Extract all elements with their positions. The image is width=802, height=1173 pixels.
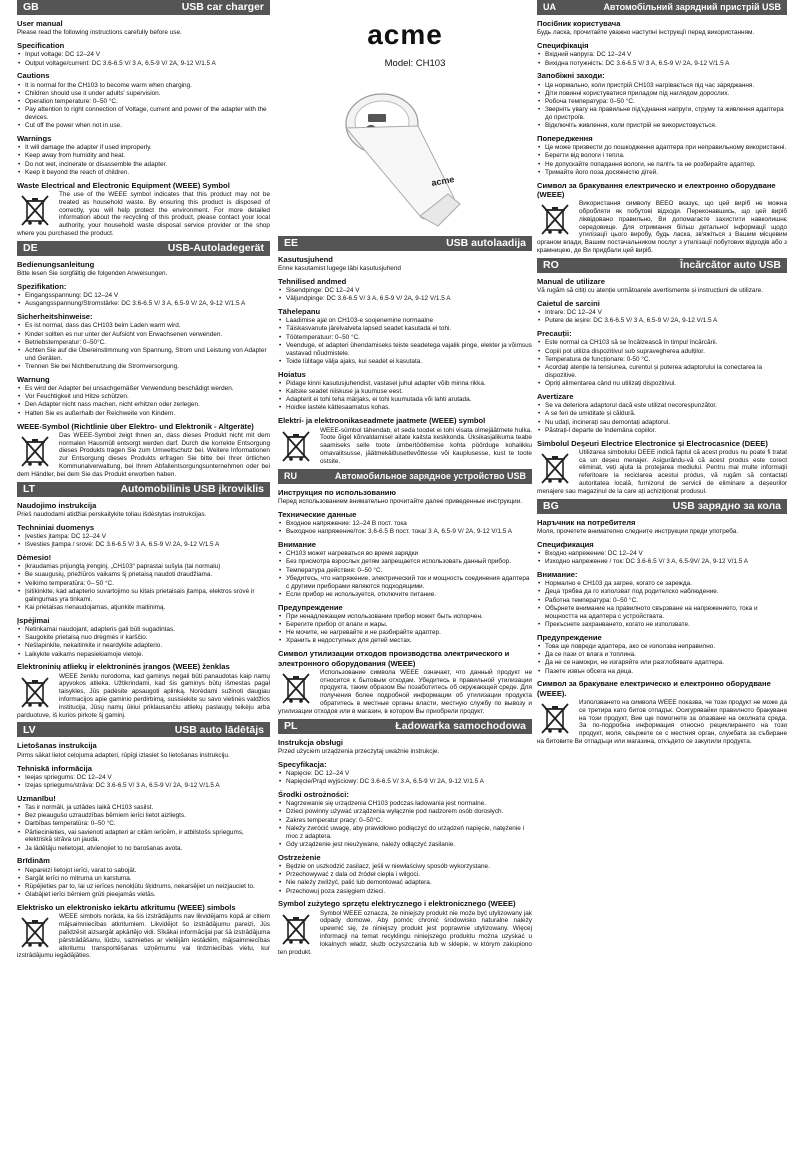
weee-bin-icon: [19, 434, 51, 468]
list-item: • Това ще повреди адаптера, ако се използва неправилно.: [537, 643, 787, 651]
list-item: • Sisendpinge: DC 12–24 V: [278, 287, 532, 295]
attention-list: [17, 563, 270, 611]
list-item: • Töötemperatuur: 0–50 °C.: [278, 334, 532, 342]
lang-code: LT: [23, 482, 36, 495]
weee-heading: Символ за бракуване електрическо и електронно оборудване (WEEE).: [537, 679, 771, 698]
attention-list: [278, 800, 532, 848]
spec-list: [537, 550, 787, 566]
attention-heading: Uzmanību!: [17, 793, 56, 803]
weee-text: The use of the WEEE symbol indicates that this product may not be treated as household waste. By ensuring this product is disposed of correctly, you will help protect the environment. For more detailed information about the recycling of this product, please contact your local authority, your household waste disposal service provider or the shop where you purchased the product.: [17, 190, 270, 237]
list-item: • Należy zwrócić uwagę, aby prawidłowo podłączyć do urządzeń napięcie, natężenie i moc z adaptera.: [278, 825, 532, 841]
list-item: • Täiskasvanute järelvalveta lapsed seadet kasutada ei tohi.: [278, 325, 532, 333]
subtitle: Инструкция по использованию: [278, 487, 396, 497]
list-item: • Trennen Sie bei Nichtbenutzung die Stromversorgung.: [17, 363, 270, 371]
intro: Przed użyciem urządzenia przeczytaj uważnie instrukcje.: [278, 747, 440, 755]
list-item: • Keep away from humidity and heat.: [17, 152, 270, 160]
warnings-heading: Warnings: [17, 134, 52, 144]
list-item: • Діти повинні користуватися приладом під наглядом дорослих.: [537, 90, 787, 98]
list-item: • Cut off the power when not in use.: [17, 122, 270, 130]
weee-block: [17, 432, 270, 479]
list-item: • Да не се намокри, не изгаряйте или разглобявате адаптера.: [537, 659, 787, 667]
list-item: • Тримайте його поза досяжністю дітей.: [537, 169, 787, 177]
list-item: • Netinkamai naudojant, adapteris gali būti sugadintas.: [17, 626, 270, 634]
warnings-heading: Предупреждение: [278, 602, 343, 612]
weee-text: WEEE ženklu nurodoma, kad gaminys negali būti panaudotas kaip namų apyvokos atlieka. Užtikrindami, kad šis gaminys būtų išmestas pagal taisykles, Jūs padėsite apsaugoti aplinką. Norėdami sužinoti daugiau informacijos apie gaminio perdirbimą, susisiekite su savo vietinės valdžios institucija, Jūsų namų ūkiui priklausančiu atliekų paslaugų teikėju arba parduotuve, iš kurios pirkote šį gaminį.: [17, 672, 270, 719]
section-title: USB car charger: [181, 1, 264, 14]
spec-heading: Tehniskā informācija: [17, 763, 92, 773]
intro: Enne kasutamist lugege läbi kasutusjuhend: [278, 264, 401, 272]
warnings-list: [17, 626, 270, 658]
list-item: • Napięcie: DC 12–24 V: [278, 770, 532, 778]
list-item: • Pay attention to right connection of Voltage, current and power of the adapter with the devices.: [17, 106, 270, 122]
section-title: Автомобільний зарядний пристрій USB: [603, 2, 781, 13]
list-item: • Izejas spriegums/strāva: DC 3.6-6.5 V/ 3 A, 6.5-9 V/ 2A, 9-12 V/1.5 A: [17, 782, 270, 790]
section-ro: [537, 258, 787, 496]
intro: Моля, прочетете внимателно следните инструкции преди употреба.: [537, 527, 739, 535]
list-item: • Keep it beyond the reach of children.: [17, 169, 270, 177]
section-title: Încărcător auto USB: [680, 258, 781, 271]
section-title: USB autolaadija: [446, 236, 526, 249]
spec-heading: Технические данные: [278, 509, 357, 519]
list-item: • Es ist normal, dass das CH103 beim Laden warm wird.: [17, 322, 270, 330]
weee-heading: Simbolul Deșeuri Electrice Electronice și Electrocasnice (DEEE): [537, 438, 768, 448]
list-item: • Gdy urządzenie jest nieużywane, należy odłączyć zasilanie.: [278, 841, 532, 849]
list-item: • Вихідна потужність: DC 3.6-6.5 V/ 3 A, 6.5-9 V/ 2A, 9-12 V/1.5 A: [537, 60, 787, 68]
list-item: • Вхідний напруга: DC 12–24 V: [537, 51, 787, 59]
list-item: • Робоча температура: 0–50 °C.: [537, 98, 787, 106]
intro: Please read the following instructions carefully before use.: [17, 29, 182, 37]
cautions-heading: Cautions: [17, 71, 50, 81]
list-item: • Operation temperature: 0–50 °C.: [17, 98, 270, 106]
list-item: • Laadimise ajal on CH103-e soojenemine normaalne: [278, 317, 532, 325]
section-bg: [537, 499, 787, 746]
section-header: [17, 482, 270, 497]
list-item: • Przechowuj poza zasięgiem dzieci.: [278, 888, 532, 896]
section-header: [278, 236, 532, 251]
spec-heading: Спецификация: [537, 539, 594, 549]
product-image: [278, 76, 532, 236]
list-item: • Це може призвести до пошкодження адаптера при неправильному використанні.: [537, 144, 787, 152]
list-item: • Veenduge, et adapteri ühendamiseks teiste seadetega vajalik pinge, elekter ja võimsus vastavad nõudmistele.: [278, 342, 532, 358]
weee-block: [17, 673, 270, 720]
list-item: • Be suaugusių, priežiūros vaikams šį prietaisą naudoti draudžiama.: [17, 571, 270, 579]
list-item: • Входно напрежение: DC 12–24 V: [537, 550, 787, 558]
weee-bin-icon: [19, 675, 51, 709]
weee-heading: Elektrisko un elektronisko iekārtu atkritumu (WEEE) simbols: [17, 903, 236, 913]
list-item: • Įvesties įtampa: DC 12–24 V: [17, 533, 270, 541]
svg-text:acme: acme: [430, 173, 456, 188]
list-item: • Dzieci powinny używać urządzenia wyłącznie pod nadzorem osób dorosłych.: [278, 808, 532, 816]
list-item: • It is normal for the CH103 to become warm when charging.: [17, 82, 270, 90]
list-item: • Rūpējieties par to, lai uz ierīces nenokļūtu šķidrums, nekarsējiet un neizjauciet to.: [17, 883, 270, 891]
weee-heading: WEEE-Symbol (Richtlinie über Elektro- und Elektronik - Altgeräte): [17, 421, 254, 431]
weee-block: [278, 910, 532, 957]
list-item: • Температура действия: 0–50 °C.: [278, 567, 532, 575]
weee-bin-icon: [19, 915, 51, 949]
car-charger-icon: [320, 76, 490, 236]
list-item: • Не мочите, не нагревайте и не разбирайте адаптер.: [278, 629, 532, 637]
list-item: • Kaitske seadet niiskuse ja kuumuse eest.: [278, 388, 532, 396]
weee-bin-icon: [539, 451, 571, 485]
list-item: • Kai prietaisas nenaudojamas, atjunkite maitinimą.: [17, 604, 270, 612]
intro: Bitte lesen Sie sorgfältig die folgenden Anweisungen.: [17, 270, 168, 278]
warnings-heading: Предупреждение: [537, 632, 602, 642]
list-item: • Берегти від вологи і тепла.: [537, 152, 787, 160]
list-item: • Bez pieaugušo uzraudzības bērniem ierīci lietot aizliegts.: [17, 812, 270, 820]
brand-logo: [278, 22, 532, 52]
list-item: • Laikykite vaikams nepasiekiamoje vietoje.: [17, 651, 270, 659]
section-header: [278, 469, 532, 484]
svg-text:acme: acme: [367, 22, 443, 50]
intro: Prieš naudodami atidžiai perskaitykite toliau išdėstytas instrukcijas.: [17, 510, 207, 518]
weee-bin-icon: [539, 202, 571, 236]
attention-heading: Внимание:: [537, 570, 578, 580]
safety-heading: Sicherheitshinweise:: [17, 312, 93, 322]
list-item: • Відключіть живлення, коли пристрій не використовується.: [537, 122, 787, 130]
list-item: • Nešlapinkite, nekaitinkite ir neardykite adapterio.: [17, 642, 270, 650]
weee-bin-icon: [280, 912, 312, 946]
weee-text: Utilizarea simbolului DEEE indică faptul că acest produs nu poate fi tratat ca un deșeu menajer. Asigurându-vă că acest produs este corect eliminat, veți ajuta la protejarea mediului. Pentru mai multe informații referitoare la reciclarea acestui produs, vă rugăm să contactați autoritatea locală, furnizorul de servicii de eliminare a deșeurilor menajere sau magazinul de la care ați achiziționat produsul.: [537, 448, 787, 495]
list-item: • Nepareizi lietojot ierīci, varat to sabojāt.: [17, 867, 270, 875]
lang-code: PL: [284, 719, 298, 732]
section-de: [17, 241, 270, 479]
weee-bin-icon: [19, 193, 51, 227]
list-item: • Vor Feuchtigkeit und Hitze schützen.: [17, 393, 270, 401]
subtitle: Наръчник на потребителя: [537, 517, 636, 527]
spec-list: [17, 774, 270, 790]
list-item: • Będzie on uszkodzić zasilacz, jeśli w niewłaściwy sposób wykorzystane.: [278, 863, 532, 871]
list-item: • Если прибор не используется, отключите питание.: [278, 591, 532, 599]
weee-heading: Символ утилизации отходов производства электрического и электронного оборудования (WEEE): [278, 649, 510, 668]
list-item: • Adapterit ei tohi teha märjaks, ei tohi kuumutada või lahti arutada.: [278, 396, 532, 404]
weee-text: Використання символу ВЕЕО вказує, що цей виріб не можна обробляти як побутові відходи. Переконавшись, що цей виріб ліквідовано правильно, Ви допомагаєте захистити навколишнє середовище. Для отримання більш детальної інформації щодо утилізації цього виробу, будь ласка, зв'яжіться з Вашим місцевим органом влади, Вашим постачальником послуг з утилізації побутових відходів або з крамницею, де Ви придбали цей виріб.: [537, 200, 787, 255]
lang-code: BG: [543, 499, 559, 512]
weee-text: WEEE-sümbol tähendab, et seda toodet ei tohi visata olmejäätmete hulka. Toote õigel kõrvaldamisel aitate kaitsta keskkonda. Üksikasjalikuma teabe saamiseks selle toote ümbertöötlemise kohta pöörduge kohalikku omavalitsusse, jäätmekäitlusettevõttesse või kauplusesse, kust te toote ostsite.: [320, 426, 532, 465]
list-item: • Убедитесь, что напряжение, электрический ток и мощность соединения адаптера с другими приборами являются подходящими.: [278, 575, 532, 591]
list-item: • Деца трябва да го използват под родителско наблюдение.: [537, 588, 787, 596]
lang-code: LV: [23, 723, 36, 736]
weee-heading: Waste Electrical and Electronic Equipment (WEEE) Symbol: [17, 180, 230, 190]
weee-heading: Elektri- ja elektroonikaseadmete jaatmete (WEEE) symbol: [278, 416, 486, 426]
list-item: • Без присмотра взрослых детям запрещается использовать данный прибор.: [278, 558, 532, 566]
weee-heading: Символ за бракування електрическо и електронно оборудване (WEEE): [537, 180, 776, 199]
intro: Pirms sākat lietot ceļojuma adapteri, rūpīgi izlasiet šo lietošanas instrukciju.: [17, 751, 230, 759]
section-header: [537, 0, 787, 15]
list-item: • Nagrzewanie się urządzenia CH103 podczas ładowania jest normalne.: [278, 800, 532, 808]
spec-list: [278, 287, 532, 303]
list-item: • Да се пази от влага и топлина.: [537, 651, 787, 659]
list-item: • Children should use it under adults' supervision.: [17, 90, 270, 98]
section-ua: [537, 0, 787, 255]
list-item: • Įsitikinkite, kad adapterio suvartojimo su kitais prietaisais įtampa, elektros srovė ir galingumas yra tinkami.: [17, 588, 270, 604]
list-item: • Es wird der Adapter bei unsachgemäßer Verwendung beschädigt werden.: [17, 385, 270, 393]
list-item: • Изходно напрежение / ток: DC 3.6-6.5 V/ 3 A, 6.5-9V/ 2A, 9-12 V/1.5 A: [537, 558, 787, 566]
list-item: • Darbības temperatūra: 0–50 °C.: [17, 820, 270, 828]
warnings-list: [17, 385, 270, 417]
list-item: • Обърнете внимание на правилното свързване на напрежението, тока и мощността на адаптера с устройствата.: [537, 605, 787, 621]
subtitle: Instrukcja obsługi: [278, 737, 343, 747]
weee-block: [537, 449, 787, 496]
warnings-heading: Попередження: [537, 134, 593, 144]
list-item: • Пазете извън обсега на деца.: [537, 668, 787, 676]
list-item: • Glabājiet ierīci bērniem grūti pieejamās vietās.: [17, 891, 270, 899]
subtitle: Посібник користувача: [537, 19, 621, 28]
subtitle: Kasutusjuhend: [278, 254, 333, 264]
list-item: • Zakres temperatur pracy: 0–50°C.: [278, 817, 532, 825]
list-item: • Прекъснете захранването, когато не използвате.: [537, 621, 787, 629]
list-item: • Este normal ca CH103 să se încălzească în timpul încărcării.: [537, 339, 787, 347]
lang-code: GB: [23, 1, 39, 14]
list-item: • Входное напряжение: 12–24 В пост. тока: [278, 520, 532, 528]
spec-list: [17, 292, 270, 308]
weee-bin-icon: [539, 701, 571, 735]
spec-heading: Specyfikacja:: [278, 759, 327, 769]
attention-heading: Dėmesio!: [17, 552, 52, 562]
spec-heading: Tehnilised andmed: [278, 276, 347, 286]
spec-list: [17, 51, 270, 67]
attention-list: [278, 550, 532, 598]
subtitle: Lietošanas instrukcija: [17, 741, 97, 751]
attention-list: [17, 804, 270, 852]
list-item: • Den Adapter nicht nass machen, nicht erhitzen oder zerlegen.: [17, 401, 270, 409]
list-item: • Kinder sollten es nur unter der Aufsicht von Erwachsenen verwenden.: [17, 331, 270, 339]
list-item: • Nie należy zwilżyć, palić lub demontować adaptera.: [278, 879, 532, 887]
list-item: • Output voltage/current: DC 3.6-6.5 V/ 3 A, 6.5-9 V/ 2A, 9-12 V/1.5 A: [17, 60, 270, 68]
weee-bin-icon: [280, 429, 312, 463]
attention-heading: Środki ostrożności:: [278, 789, 349, 799]
list-item: • Tas ir normāli, ja uzlādes laikā CH103 sasilst.: [17, 804, 270, 812]
section-ee: [278, 236, 532, 466]
list-item: • При ненадлежащем использовании прибор может быть испорчен.: [278, 613, 532, 621]
list-item: • CH103 может нагреваться во время зарядки: [278, 550, 532, 558]
warnings-list: [278, 613, 532, 645]
section-title: Ładowarka samochodowa: [395, 719, 526, 732]
list-item: • Nu udați, incinerați sau demontați adaptorul.: [537, 419, 787, 427]
list-item: • Temperatura de funcționare: 0-50 °C.: [537, 356, 787, 364]
safety-list: [17, 322, 270, 370]
model-label: Model: CH103: [384, 58, 446, 69]
warnings-heading: Įspėjimai: [17, 615, 50, 625]
list-item: • Betriebstemperatur: 0–50°C.: [17, 339, 270, 347]
weee-text: Използването на символа WEEE показва, че този продукт не може да се третира като битов отпадък. Осигурявайки правилното бракуване на този продукт, Вие ще помогнете за опазване на околната среда. За по-подробна информация относно рециклирането на този продукт, моля, свържете се с местния орган, службата за събиране на битовите Ви отпадъци или магазина, откъдето се закупили продукта.: [537, 698, 787, 745]
section-header: [17, 722, 270, 737]
list-item: • Hoidke lastele kättesaamatus kohas.: [278, 404, 532, 412]
list-item: • Ausgangsspannung/Stromstärke: DC 3.6-6.5 V/ 3 A, 6.5-9 V/ 2A, 9-12 V/1.5 A: [17, 300, 270, 308]
spec-list: [278, 770, 532, 786]
list-item: • Acordați atenție la tensiunea, curentul și puterea adaptorului la conectarea la dispozitive.: [537, 364, 787, 380]
attention-list: [537, 339, 787, 387]
list-item: • Ja lādētāju nelietojat, atvienojiet to no barošanas avota.: [17, 845, 270, 853]
spec-heading: Spezifikation:: [17, 281, 67, 291]
attention-list: [537, 82, 787, 130]
warnings-list: [17, 144, 270, 176]
intro: Vă rugăm să citiți cu atenție următoarele avertismente și instrucțiuni de utilizare.: [537, 287, 763, 295]
section-title: USB зарядно за кола: [672, 499, 781, 512]
warnings-heading: Brīdinām: [17, 856, 50, 866]
weee-text: Das WEEE-Symbol zeigt Ihnen an, dass dieses Produkt nicht mit dem normalen Hausmüll entsorgt werden darf. Durch die korrekte Entsorgung dieses Produkts tragen Sie zum Umweltschutz bei. Weitere Informationen zur Entsorgung dieses Produkts erfragen Sie bitte bei Ihrer örtlichen Kommunalverwaltung, bei Ihrem Abfallentsorgungsunternehmen oder bei dem Händler, bei dem Sie das Produkt erworben haben.: [17, 431, 270, 478]
warnings-list: [537, 402, 787, 434]
attention-heading: Внимание: [278, 539, 316, 549]
list-item: • Napięcie/Prąd wyjściowy: DC 3.6-6.5 V/ 3 A, 6.5-9 V/ 2A, 9-12 V/1.5 A: [278, 778, 532, 786]
section-lv: [17, 722, 270, 960]
subtitle: Manual de utilizare: [537, 276, 605, 286]
weee-heading: Elektroninių atliekų ir elektroninės įrangos (WEEE) ženklas: [17, 662, 230, 672]
list-item: • Хранить в недоступных для детей местах.: [278, 637, 532, 645]
list-item: • Przechowywać z dala od źródeł ciepła i wilgoci.: [278, 871, 532, 879]
spec-list: [537, 51, 787, 67]
lang-code: RO: [543, 258, 559, 271]
list-item: • Pidage kinni kasutusjuhendist, vastasel juhul adapter võib minna rikka.: [278, 380, 532, 388]
list-item: • Halten Sie es außerhalb der Reichweite von Kindern.: [17, 410, 270, 418]
spec-heading: Techniniai duomenys: [17, 522, 95, 532]
list-item: • Pārliecinieties, vai savienoti adapteri ar citām ierīcēm, ir atbilstošs spriegums, elektriskā strāva un jauda.: [17, 829, 270, 845]
subtitle: Bedienungsanleitung: [17, 259, 95, 269]
section-title: Automobilinis USB įkroviklis: [120, 482, 264, 495]
weee-block: [17, 913, 270, 960]
list-item: • Toide lülitage välja ajaks, kui seadet ei kasutata.: [278, 358, 532, 366]
warnings-list: [537, 144, 787, 176]
attention-list: [278, 317, 532, 365]
list-item: • Выходное напряжение/ток: 3.6-6.5 В пост. тока/ 3 А, 6.5-9 V/ 2A, 9-12 V/1.5 A: [278, 528, 532, 536]
list-item: • Зверніть увагу на правильне під'єднання напруги, струму та живлення адаптера до пристроїв.: [537, 106, 787, 122]
cautions-list: [17, 82, 270, 130]
spec-list: [537, 309, 787, 325]
section-title: Автомобильное зарядное устройство USB: [334, 470, 526, 481]
warnings-list: [278, 380, 532, 412]
list-item: • Не допускайте попадання вологи, не паліть та не розбирайте адаптер.: [537, 161, 787, 169]
spec-list: [278, 520, 532, 536]
list-item: • Input voltage: DC 12–24 V: [17, 51, 270, 59]
lang-code: DE: [23, 241, 38, 254]
list-item: • Saugokite prietaisą nuo drėgmės ir karščio.: [17, 634, 270, 642]
list-item: • Išvesties įtampa / srovė: DC 3.6-6.5 V/ 3 A, 6.5-9 V/ 2A, 9-12 V/1.5 A: [17, 541, 270, 549]
attention-heading: Precauții:: [537, 329, 572, 339]
weee-block: [278, 669, 532, 716]
warnings-list: [278, 863, 532, 895]
section-title: USB auto lādētājs: [174, 723, 264, 736]
lang-code: RU: [284, 470, 297, 481]
subtitle: Naudojimo instrukcija: [17, 500, 97, 510]
spec-list: [17, 533, 270, 549]
list-item: • Intrare: DC 12–24 V: [537, 309, 787, 317]
section-header: [17, 0, 270, 15]
weee-text: Symbol WEEE oznacza, że niniejszy produkt nie może być utylizowany jak odpady domowe. Aby pomóc chronić środowisko naturalne należy upewnić się, że niniejszy produkt jest poprawnie utylizowany. Więcej informacji na temat recyklingu niniejszego produktu można uzyskać u lokalnych władz, służb oczyszczania lub w sklepie, w którym zakupiono ten produkt.: [278, 909, 532, 956]
weee-text: WEEE simbols norāda, ka šis izstrādājums nav likvidējams kopā ar citiem mājsaimniecības atkritumiem. Likvidējot šo izstrādājumu pareizi, Jūs palīdzēsit aizsargāt apkārtējo vidi. Sīkākai informācijai par šā izstrādājuma pārstrādāšanu, lūdzu, sazinieties ar vietējām iestādēm, mājsaimniecības atkritumu transportēšanas uzņēmumu vai tirdzniecības vietu, kur izstrādājumu iegādājāties.: [17, 913, 270, 960]
warnings-list: [537, 643, 787, 675]
list-item: • Se va deteriora adaptorul dacă este utilizat necorespunzător.: [537, 402, 787, 410]
weee-text: Использование символа WEEE означает, что данный продукт не относится к бытовым отходам. Убедитесь в правильной утилизации продукта, таким образом Вы позаботитесь об окружающей среде. Для получения более подробной информации об утилизации продукта обратитесь в местные органы власти, местную службу по вывозу и утилизации отходов или в магазин, в котором Вы приобрели продукт.: [278, 668, 532, 715]
weee-block: [537, 699, 787, 746]
attention-list: [537, 580, 787, 628]
intro: Перед использованием внимательно прочитайте далее приведенные инструкции.: [278, 497, 523, 505]
section-header: [537, 499, 787, 514]
list-item: • Įkraudamas prijungtą įrenginį, „CH103“ paprastai sušyla (tai normalu): [17, 563, 270, 571]
attention-heading: Запобіжні заходи:: [537, 71, 605, 81]
list-item: • A se feri de umiditate și căldură.: [537, 410, 787, 418]
list-item: • Veikimo temperatūra: 0– 50 °C.: [17, 580, 270, 588]
list-item: • Ieejas spriegums: DC 12–24 V: [17, 774, 270, 782]
lang-code: EE: [284, 236, 299, 249]
warnings-heading: Hoiatus: [278, 369, 306, 379]
section-header: [17, 241, 270, 256]
acme-logo-icon: [350, 22, 460, 52]
list-item: • It will damage the adapter if used improperly.: [17, 144, 270, 152]
list-item: • Opriți alimentarea când nu utilizați dispozitivul.: [537, 380, 787, 388]
list-item: • Sargāt ierīci no mitruma un karstuma.: [17, 875, 270, 883]
attention-heading: Tähelepanu: [278, 306, 321, 316]
weee-block: [278, 427, 532, 466]
intro: Будь ласка, прочитайте уважно наступні інструкції перед використанням.: [537, 29, 755, 37]
list-item: • Putere de ieșire: DC 3.6-6.5 V/ 3 A, 6.5-9 V/ 2A, 9-12 V/1.5 A: [537, 317, 787, 325]
list-item: • Väljundpinge: DC 3.6-6.5 V/ 3 A, 6.5-9 V/ 2A, 9-12 V/1.5 A: [278, 295, 532, 303]
list-item: • Achten Sie auf die Übereinstimmung von Spannung, Strom und Leistung von Adapter und Geräten.: [17, 347, 270, 363]
section-lt: [17, 482, 270, 720]
warnings-heading: Ostrzeżenie: [278, 852, 321, 862]
subtitle: User manual: [17, 19, 63, 28]
spec-heading: Специфікація: [537, 41, 589, 51]
list-item: • Це нормально, коли пристрій CH103 нагрівається під час заряджання.: [537, 82, 787, 90]
section-header: [278, 719, 532, 734]
list-item: • Copiii pot utiliza dispozitivul sub supravegherea adulților.: [537, 348, 787, 356]
section-title: USB-Autoladegerät: [167, 241, 264, 254]
weee-block: [17, 191, 270, 238]
list-item: • Eingangsspannung: DC 12–24 V: [17, 292, 270, 300]
spec-heading: Caietul de sarcini: [537, 298, 600, 308]
list-item: • Нормално е CH103 да загрее, когато се зарежда.: [537, 580, 787, 588]
warnings-heading: Warnung: [17, 374, 50, 384]
weee-heading: Symbol zużytego sprzętu elektrycznego i elektronicznego (WEEE): [278, 899, 516, 909]
list-item: • Do not wet, incinerate or disassemble the adapter.: [17, 161, 270, 169]
section-pl: [278, 719, 532, 957]
lang-code: UA: [543, 2, 556, 13]
section-header: [537, 258, 787, 273]
list-item: • Берегите прибор от влаги и жары.: [278, 621, 532, 629]
weee-block: [537, 200, 787, 255]
warnings-heading: Avertizare: [537, 391, 574, 401]
spec-heading: Specification: [17, 41, 65, 51]
list-item: • Работна температура: 0–50 °C.: [537, 597, 787, 605]
section-ru: [278, 469, 532, 716]
list-item: • Păstrați-l departe de îndemâna copiilor.: [537, 427, 787, 435]
weee-bin-icon: [280, 671, 312, 705]
warnings-list: [17, 867, 270, 899]
section-gb: [17, 0, 270, 238]
